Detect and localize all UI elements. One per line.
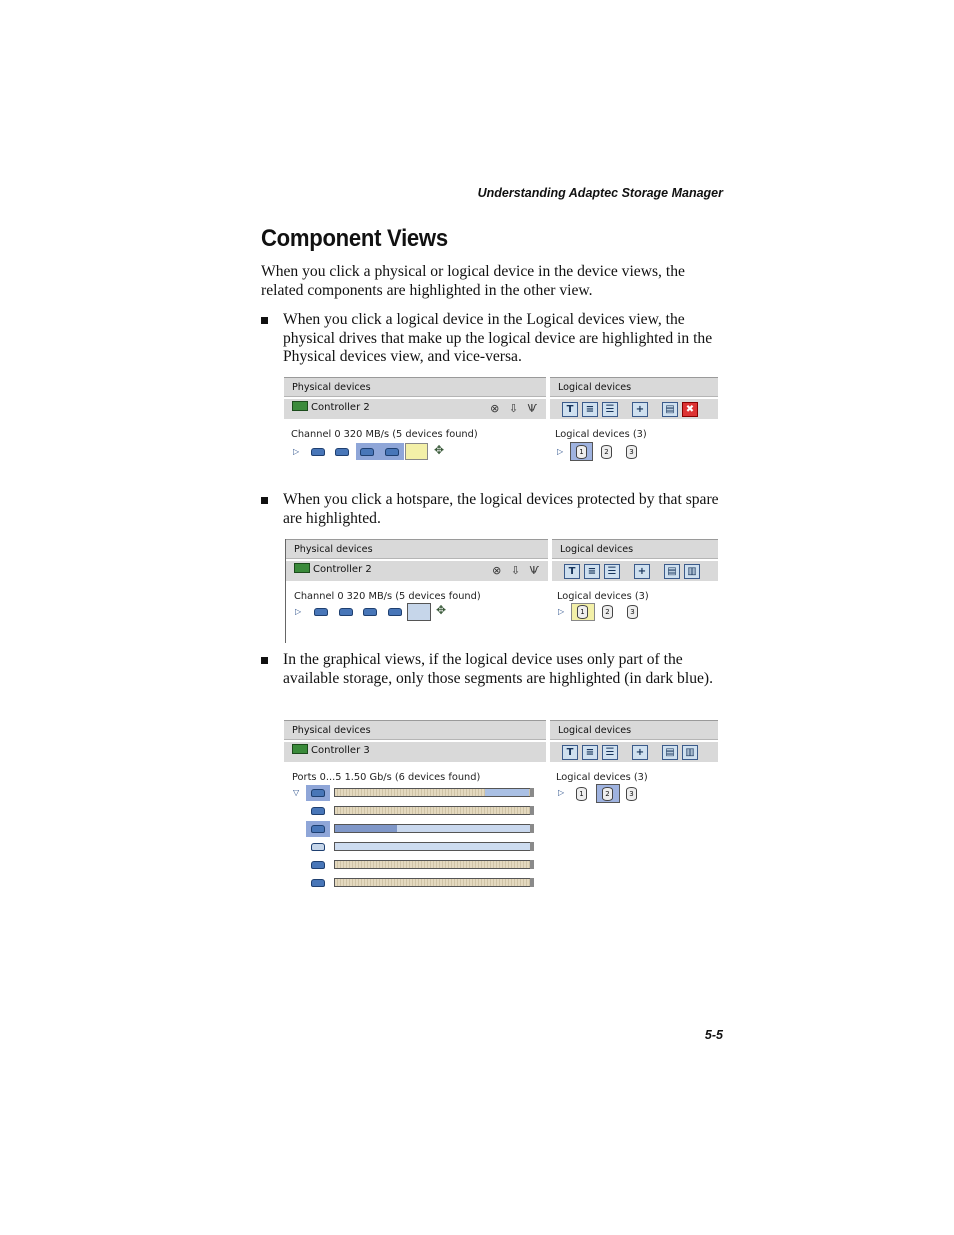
controller-bar[interactable] <box>286 561 548 581</box>
bar-end <box>530 824 534 833</box>
drive-icon[interactable] <box>388 608 402 616</box>
logical-device-icon[interactable]: 2 <box>602 787 613 801</box>
page-title: Component Views <box>261 225 448 252</box>
bullet-text: When you click a hotspare, the logical devices protected by that spare are highlighted. <box>283 491 719 527</box>
highlighted-segment <box>485 789 529 796</box>
controller-label: Controller 3 <box>311 745 370 756</box>
controller-icon <box>292 401 308 411</box>
list-view-icon[interactable]: ≡ <box>582 402 598 417</box>
bullet-text: In the graphical views, if the logical device uses only part of the available storage, only those segments are highlighted (in dark blue). <box>283 651 714 687</box>
bullet-mark <box>261 497 268 504</box>
expand-icon[interactable]: ▷ <box>558 607 565 616</box>
controller-tools-icon[interactable]: ⊗ ⇩ Ѱ <box>492 564 542 577</box>
drive-icon[interactable] <box>385 448 399 456</box>
text-view-icon[interactable]: T <box>562 402 578 417</box>
create-logical-icon[interactable]: + <box>634 564 650 579</box>
controller-tools-icon[interactable]: ⊗ ⇩ Ѱ <box>490 402 540 415</box>
controller-bar[interactable] <box>284 399 546 419</box>
copy-icon[interactable]: ▤ <box>662 402 678 417</box>
list-view-icon[interactable]: ≡ <box>582 745 598 760</box>
logical-device-icon[interactable]: 3 <box>627 605 638 619</box>
delete-icon[interactable]: ✖ <box>682 402 698 417</box>
hotspare-drive-icon[interactable] <box>405 443 428 460</box>
controller-label: Controller 2 <box>313 564 372 575</box>
logical-devices-header[interactable]: Logical devices <box>550 720 718 740</box>
running-header: Understanding Adaptec Storage Manager <box>477 186 723 200</box>
drive-segment-bar[interactable] <box>334 878 534 887</box>
logical-count-label: Logical devices (3) <box>557 591 649 602</box>
screenshot-logical-highlight <box>284 377 718 463</box>
create-logical-icon[interactable]: + <box>632 402 648 417</box>
logical-devices-header[interactable]: Logical devices <box>552 539 718 559</box>
drive-icon[interactable] <box>335 448 349 456</box>
drive-segment-bar[interactable] <box>334 806 534 815</box>
expand-icon[interactable]: ▷ <box>293 447 300 456</box>
delete-icon[interactable]: ▥ <box>684 564 700 579</box>
dark-segment <box>335 825 397 832</box>
controller-bar[interactable] <box>284 742 546 762</box>
expand-icon[interactable]: ▷ <box>295 607 302 616</box>
screenshot-hotspare-highlight <box>286 539 718 643</box>
controller-icon <box>292 744 308 754</box>
physical-devices-header[interactable]: Physical devices <box>284 720 546 740</box>
drive-icon[interactable] <box>311 825 325 833</box>
collapse-icon[interactable]: ▽ <box>293 788 300 797</box>
copy-icon[interactable]: ▤ <box>664 564 680 579</box>
drive-icon[interactable] <box>311 843 325 851</box>
controller-icon <box>294 563 310 573</box>
controller-label: Controller 2 <box>311 402 370 413</box>
logical-device-icon[interactable]: 2 <box>602 605 613 619</box>
text-view-icon[interactable]: T <box>562 745 578 760</box>
drive-segment-bar[interactable] <box>334 842 534 851</box>
physical-devices-header[interactable]: Physical devices <box>286 539 548 559</box>
logical-toolbar <box>550 399 718 419</box>
logical-device-icon[interactable]: 3 <box>626 445 637 459</box>
selected-hotspare-icon[interactable] <box>407 603 431 621</box>
bar-end <box>530 806 534 815</box>
channel-label: Channel 0 320 MB/s (5 devices found) <box>294 591 481 602</box>
drive-icon[interactable] <box>363 608 377 616</box>
drive-segment-bar[interactable] <box>334 860 534 869</box>
detail-view-icon[interactable]: ☰ <box>604 564 620 579</box>
list-view-icon[interactable]: ≡ <box>584 564 600 579</box>
copy-icon[interactable]: ▤ <box>662 745 678 760</box>
drive-icon[interactable] <box>360 448 374 456</box>
enclosure-icon[interactable]: ✥ <box>436 603 447 617</box>
drive-icon[interactable] <box>311 448 325 456</box>
bullet-text: When you click a logical device in the Logical devices view, the physical drives that make up the logical device are highlighted in the Physical devices view, and vice-versa. <box>283 311 713 365</box>
drive-icon[interactable] <box>311 879 325 887</box>
bar-end <box>530 860 534 869</box>
drive-icon[interactable] <box>339 608 353 616</box>
drive-icon[interactable] <box>311 789 325 797</box>
drive-icon[interactable] <box>314 608 328 616</box>
text-view-icon[interactable]: T <box>564 564 580 579</box>
logical-devices-header[interactable]: Logical devices <box>550 377 718 397</box>
logical-device-icon[interactable]: 2 <box>601 445 612 459</box>
logical-device-icon[interactable]: 1 <box>577 605 588 619</box>
intro-paragraph: When you click a physical or logical device in the device views, the related components are highlighted in the other view. <box>261 263 685 299</box>
channel-label: Channel 0 320 MB/s (5 devices found) <box>291 429 478 440</box>
delete-icon[interactable]: ▥ <box>682 745 698 760</box>
create-logical-icon[interactable]: + <box>632 745 648 760</box>
logical-toolbar <box>552 561 718 581</box>
detail-view-icon[interactable]: ☰ <box>602 402 618 417</box>
drive-segment-bar[interactable] <box>334 788 534 797</box>
drive-icon[interactable] <box>311 807 325 815</box>
bar-end <box>530 878 534 887</box>
physical-devices-header[interactable]: Physical devices <box>284 377 546 397</box>
expand-icon[interactable]: ▷ <box>558 788 565 797</box>
screenshot-segment-highlight <box>284 720 718 892</box>
logical-device-icon[interactable]: 1 <box>576 445 587 459</box>
expand-icon[interactable]: ▷ <box>557 447 564 456</box>
page-number: 5-5 <box>704 1028 723 1042</box>
bullet-mark <box>261 317 268 324</box>
detail-view-icon[interactable]: ☰ <box>602 745 618 760</box>
enclosure-icon[interactable]: ✥ <box>434 443 445 457</box>
logical-device-icon[interactable]: 1 <box>576 787 587 801</box>
logical-count-label: Logical devices (3) <box>555 429 647 440</box>
drive-segment-bar[interactable] <box>334 824 534 833</box>
logical-toolbar <box>550 742 718 762</box>
ports-label: Ports 0...5 1.50 Gb/s (6 devices found) <box>292 772 481 783</box>
bullet-mark <box>261 657 268 664</box>
logical-device-icon[interactable]: 3 <box>626 787 637 801</box>
logical-count-label: Logical devices (3) <box>556 772 648 783</box>
bar-end <box>530 842 534 851</box>
drive-icon[interactable] <box>311 861 325 869</box>
light-segment <box>397 825 531 832</box>
bar-end <box>530 788 534 797</box>
